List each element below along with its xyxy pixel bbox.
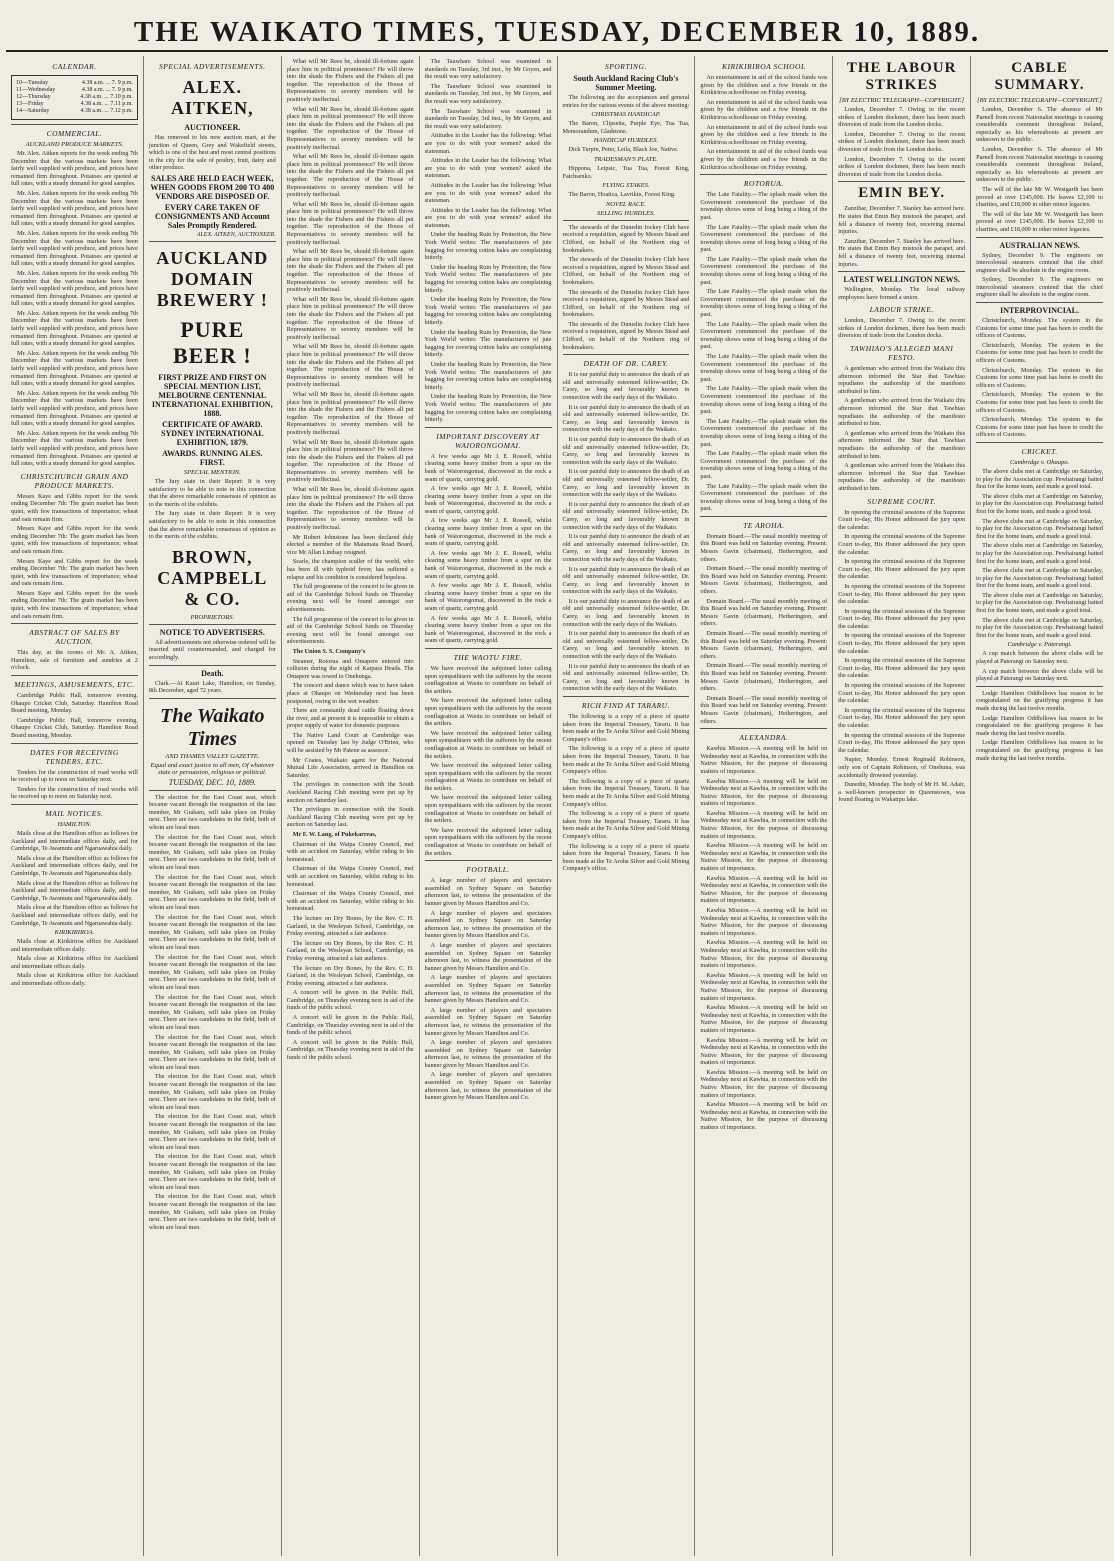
labour-subhead: [BY ELECTRIC TELEGRAPH—COPYRIGHT.] [839,97,965,104]
dunedin-text: The stewards of the Dunedin Jockey Club have received a requisition, signed by Messrs Stead and Clifford, on behalf of the Northern ring of bookmakers. [562,256,690,286]
kirikiriroa-subhead: KIRIKIRIROA. [54,929,95,937]
alexandra-text: Kawhia Mission.—A meeting will be held on Wednesday next at Kawhia, in connection with the Native Mission, for the purpose of discussing matters of importance. [700,1036,828,1067]
labour-text: London, December 7. Owing to the recent strikes of London dockmen, there has been much diversion of trade from the London docks. [838,106,966,129]
supreme-text: In opening the criminal sessions of the Supreme Court to-day, His Honor addressed the jury upon the calendar. [838,657,966,680]
calendar-row: 13—Friday 4.38 a.m. ... 7.11 p.m. [16,101,133,107]
football-text: A large number of players and spectators assembled on Sydney Square on Saturday afternoon last, to witness the presentation of the banner given by Messrs Hamilton and Co. [424,941,552,972]
commercial-text: Mr. Alex. Aitken reports for the week ending 7th December that the various markets have been fairly well supplied with produce, and prices have remained firm throughout. Potatoes are quoted at full rates, with a steady demand for good samples. [11,429,138,468]
emin-heading: EMIN BEY. [858,185,946,202]
cable-heading: CABLE SUMMARY. [994,60,1085,93]
commercial-text: Mr. Alex. Aitken reports for the week ending 7th December that the various markets have been fairly well supplied with produce, and prices have remained firm throughout. Potatoes are quoted at full rates, with a steady demand for good samples. [11,349,138,388]
paterangi-subhead: Cambridge v. Paterangi. [1007,641,1072,649]
aitken-name: ALEX. AITKEN, [171,77,254,118]
te-aroha-text: Domain Board.—The usual monthly meeting of this Board was held on Saturday evening. Present: Messrs Gavin (chairman), Hetherington, and others. [700,565,828,596]
rotorua-text: The Late Fatality.—The splash made when the Government commenced the purchase of the township shows some of long being a thing of the past. [700,191,828,221]
cricket-text: The above clubs met at Cambridge on Saturday, to play for the Association cup. Pewhairangi batted first for the home team, and made a good total. [976,591,1103,615]
christchurch-text: Messrs Kaye and Gibbs report for the week ending December 7th: The grain market has been quiet, with few transactions of importance; wheat and oats remain firm. [11,589,138,620]
supreme-text: In opening the criminal sessions of the Supreme Court to-day, His Honor addressed the jury upon the calendar. [838,582,966,606]
wellington-heading: LATEST WELLINGTON NEWS. [843,275,960,285]
death-carey-text: It is our painful duty to announce the death of an old and universally esteemed fellow-settler, Dr. Carey, so long and favourably known in connection with the early days of the Waikato. [562,597,690,628]
mail-text: Mails close at the Hamilton office as follows for Auckland and intermediate offices daily, and for Cambridge, Te Awamutu and Ngaruawahia daily. [11,829,138,853]
under-branding-text: Under the heading Ruin by Protection, the New York World writes: The manufacturers of jute bagging for covering cotton bales are complaining bitterly. [424,231,552,262]
commercial-text: Mr. Alex. Aitken reports for the week ending 7th December that the various markets have been fairly well supplied with produce, and prices have remained firm throughout. Potatoes are quoted at full rates, with a steady demand for good samples. [11,389,138,428]
football-text: A large number of players and spectators assembled on Sydney Square on Saturday afternoon last, to witness the presentation of the banner given by Messrs Hamilton and Co. [424,974,552,1005]
labour-text: London, December 7. Owing to the recent strikes of London dockmen, there has been much diversion of trade from the London docks. [838,130,966,153]
lang-heading: Mr F. W. Lang, of Pukekarreas, [292,831,377,838]
sporting-intro: The following are the acceptances and general entries for the various events of the above meeting: [562,94,690,109]
waotu-heading: THE WAOTU FIRE. [453,652,523,662]
paterangi-text: A cup match between the above clubs will be played at Paterangi on Saturday next. [976,667,1103,683]
supreme-text: In opening the criminal sessions of the Supreme Court to-day, His Honor addressed the jury upon the calendar. [838,508,966,531]
death-carey-text: It is our painful duty to announce the death of an old and universally esteemed fellow-settler, Dr. Carey, so long and favourably known in connection with the early days of the Waikato. [562,500,690,531]
first-prize: FIRST PRIZE AND FIRST ON SPECIAL MENTION LIST, MELBOURNE CENTENNIAL INTERNATIONAL EXHIBITION, 1888. [151,372,273,418]
kirikiriroa-school-heading: KIRIKIRIROA SCHOOL [721,62,806,71]
paper-subtitle: AND THAMES VALLEY GAZETTE. [165,752,260,760]
notice-heading: NOTICE TO ADVERTISERS. [159,627,265,637]
under-branding-text: Under the heading Ruin by Protection, the New York World writes: The manufacturers of jute bagging for covering cotton bales are complaining bitterly. [424,328,552,359]
kirikiriroa-text: Mails close at Kirikiriroa office for Auckland and intermediate offices daily. [11,972,138,988]
abstract-text: This day, at the rooms of Mr. A. Aitken, Hamilton, sale of furniture and sundries at 2 o'clock. [11,649,138,672]
commercial-subhead: AUCKLAND PRODUCE MARKETS. [25,141,124,148]
column-8 [971,56,1108,1556]
editorial-text: The election for the East Coast seat, which became vacant through the resignation of the late member, Mr Graham, will take place on Friday next. There are two candidates in the field, both of whom are local men. [148,1113,276,1151]
supreme-text: In opening the criminal sessions of the Supreme Court to-day, His Honor addressed the jury upon the calendar. [838,632,966,655]
interprovincial-text: Christchurch, Monday. The system in the Customs for some time past has been to credit the officers of Customs. [976,317,1103,340]
australian-text: Sydney, December 9. The engineers on intercolonial steamers contend that the chief engineer shall be absolute in the engine room. [976,251,1103,274]
alexandra-text: Kawhia Mission.—A meeting will be held on Wednesday next at Kawhia, in connection with the Native Mission, for the purpose of discussing matters of importance. [700,1101,828,1132]
australian-heading: AUSTRALIAN NEWS. [999,240,1080,250]
kirikiriroa-text: Mails close at Kirikiriroa office for Auckland and intermediate offices daily. [11,955,138,970]
union-text: Steamer, Rotorua and Omapere entered into collision during the night of Kaipara Heads. The Omapere was towed to Onehunga. [286,657,414,680]
newspaper-title: THE WAIKATO TIMES, TUESDAY, DECEMBER 10, 1889. [133,16,981,48]
christchurch-text: Messrs Kaye and Gibbs report for the week ending December 7th: The grain market has been quiet, with few transactions of importance; wheat and oats remain firm. [11,525,138,555]
rich-find-heading: RICH FIND AT TARARU. [581,701,670,710]
tawhiao-text: A gentleman who arrived from the Waikato this afternoon informed the Star that Tawhiao repudiates the authorship of the manifesto attributed to him. [838,397,966,428]
race-list: The Baron, Clipsetta, Purple Eye, Tua Tua, Memorandum, Gladstone. [562,120,690,135]
lang-text: Chairman of the Waipa County Council, met with an accident on Saturday, whilst riding to his homestead. [286,840,414,863]
tawhiao-text: A gentleman who arrived from the Waikato this afternoon informed the Star that Tawhiao repudiates the authorship of the manifesto attributed to him. [838,462,966,492]
concert3-text: A concert will be given in the Public Hall, Cambridge, on Thursday evening next in aid of the funds of the public school. [286,1038,414,1062]
commercial-heading: COMMERCIAL. [46,129,103,138]
race-heading: HANDICAP HURDLES. [593,137,659,145]
column-5 [558,56,696,1556]
cricket-text: The above clubs met at Cambridge on Saturday, to play for the Association cup. Pewhairangi batted first for the home team, and made a good total. [976,517,1103,540]
column-4 [420,56,558,1556]
paper-title: The Waikato Times [160,704,265,750]
tawhiao-text: A gentleman who arrived from the Waikato this afternoon informed the Star that Tawhiao repudiates the authorship of the manifesto attributed to him. [838,365,966,395]
interprovincial-text: Christchurch, Monday. The system in the Customs for some time past has been to credit the officers of Customs. [976,366,1103,389]
rotorua-heading: ROTORUA. [743,179,784,189]
brown-subhead: PROPRIETORS. [190,613,235,621]
race-heading: FLYING STAKES. [602,182,650,190]
football-heading: FOOTBALL. [466,865,510,875]
certificate: CERTIFICATE OF AWARD. SYDNEY INTERNATIONAL EXHIBITION, 1879. [161,419,264,447]
death-carey-text: It is our painful duty to announce the death of an old and universally esteemed fellow-settler, Dr. Carey, so long and favourably known in connection with the early days of the Waikato. [562,371,690,402]
waotu-text: We have received the subjoined letter calling upon sympathisers with the sufferers by the recent conflagration at Waotu to contribute on behalf of the settlers. [424,697,552,728]
cricket-text: The above clubs met at Cambridge on Saturday, to play for the Association cup. Pewhairangi batted first for the home team, and made a good total. [976,492,1103,515]
brewery-heading: AUCKLAND DOMAIN BREWERY ! [156,247,269,310]
te-aroha-heading: TE AROHA. [743,520,785,530]
cambridge-text: The privileges in connection with the South Auckland Racing Club meeting were put up by auction on Saturday last. [286,781,414,804]
race-list: The Baron, Hoatica, Lavrikin, Forest King. [568,191,676,199]
mail-text: Mails close at the Hamilton office as follows for Auckland and intermediate offices daily, and for Cambridge, Te Awamutu and Ngaruawahia daily. [11,904,138,927]
meetings-text: Cambridge Public Hall, tomorrow evening. Ohaupo Cricket Club, Saturday. Hamilton Road Board meeting, Monday. [11,692,138,715]
mail-heading: MAIL NOTICES. [45,808,104,818]
dry-bones-text: The lecture on Dry Bones, by the Rev. C. H. Garland, in the Wesleyan School, Cambridge, on Friday evening, attracted a fair audience. [286,964,414,987]
article-text: What will Mr Rees be, should ill-fortune again place him in political prominence? He will throw into the shade the Fishers and the Fishers all put together. The reproduction of the House of Representatives to seventy members will be positively ineffectual. [286,343,414,389]
sales-line: SALES ARE HELD EACH WEEK, WHEN GOODS FROM 200 TO 400 VENDORS ARE DISPOSED OF. [150,173,275,201]
under-branding-text: Under the heading Ruin by Protection, the New York World writes: The manufacturers of jute bagging for covering cotton bales are complaining bitterly. [424,296,552,326]
football-text: A large number of players and spectators assembled on Sydney Square on Saturday afternoon last, to witness the presentation of the banner given by Messrs Hamilton and Co. [424,1071,552,1102]
te-aroha-text: Domain Board.—The usual monthly meeting of this Board was held on Saturday evening. Present: Messrs Gavin (chairman), Hetherington, and others. [700,532,828,563]
death-text: Clark.—At Kauri Lake, Hamilton, on Sunday, 8th December, aged 72 years. [148,679,276,695]
paper-date: TUESDAY, DEC. 10, 1889. [168,777,256,787]
mail-subhead: HAMILTON. [57,820,92,828]
article-text: What will Mr Rees be, should ill-fortune again place him in political prominence? He will throw into the shade the Fishers and the Fishers all put together. The reproduction of the House of Representatives to seventy members will be positively ineffectual. [286,438,414,484]
lodge-text: Lodge Hamilton Oddfellows has reason to be congratulated on the gratifying progress it has made during the last twelve months. [976,714,1103,737]
labour-text: London, December 7. Owing to the recent strikes of London dockmen, there has been much diversion of trade from the London docks. [838,155,966,178]
cambridge-text: The privileges in connection with the South Auckland Racing Club meeting were put up by auction on Saturday last. [286,806,414,829]
alexandra-text: Kawhia Mission.—A meeting will be held on Wednesday next at Kawhia, in connection with the Native Mission, for the purpose of discussing matters of importance. [700,1068,828,1099]
alexandra-text: Kawhia Mission.—A meeting will be held on Wednesday next at Kawhia, in connection with the Native Mission, for the purpose of discussing matters of importance. [700,809,828,840]
death-carey-text: It is our painful duty to announce the death of an old and universally esteemed fellow-settler, Dr. Carey, so long and favourably known in connection with the early days of the Waikato. [562,468,690,499]
special-mention: SPECIAL MENTION. [183,468,241,476]
native-court-text: The Native Land Court at Cambridge was opened on Tuesday last by Judge O'Brien, who will be assisted by Mr Patene as assessor. [286,731,414,755]
article-text: What will Mr Rees be, should ill-fortune again place him in political prominence? He will throw into the shade the Fishers and the Fishers all put together. The reproduction of the House of Representatives to seventy members will be positively ineffectual. [286,200,414,246]
rich-find-text: The following is a copy of a piece of quartz taken from the Imperial Treasury, Tararu. It has been made at the Te Aroha Silver and Gold Mining Company's office. [562,842,690,873]
tenders-text: Tenders for the construction of road works will be received up to noon on Saturday next. [11,785,138,801]
concert2-text: The concert and dance which was to have taken place at Ohaupo on Wednesday next has been postponed, owing to the wet weather. [286,682,414,705]
waotu-text: We have received the subjoined letter calling upon sympathisers with the sufferers by the recent conflagration at Waotu to contribute on behalf of the settlers. [424,664,552,695]
death-carey-text: It is our painful duty to announce the death of an old and universally esteemed fellow-settler, Dr. Carey, so long and favourably known in connection with the early days of the Waikato. [562,533,690,563]
labour-heading: THE LABOUR STRIKES [846,60,957,93]
dry-bones-text: The lecture on Dry Bones, by the Rev. C. H. Garland, in the Wesleyan School, Cambridge, on Friday evening, attracted a fair audience. [286,939,414,962]
alexandra-heading: ALEXANDRA. [739,733,789,743]
editorial-text: The election for the East Coast seat, which became vacant through the resignation of the late member, Mr Graham, will take place on Friday next. There are two candidates in the field, both of whom are local men. [148,993,276,1031]
death-carey-text: It is our painful duty to announce the death of an old and universally esteemed fellow-settler, Dr. Carey, so long and favourably known in connection with the early days of the Waikato. [562,630,690,661]
rich-find-text: The following is a copy of a piece of quartz taken from the Imperial Treasury, Tararu. It has been made at the Te Aroha Silver and Gold Mining Company's office. [562,777,690,808]
race-heading: SELLING HURDLES. [597,209,655,217]
kirikiriroa-school-text: An entertainment in aid of the school funds was given by the children and a few friends in the Kirikiriroa schoolhouse on Friday evening. [700,123,828,146]
alexandra-text: Kawhia Mission.—A meeting will be held on Wednesday next at Kawhia, in connection with the Native Mission, for the purpose of discussing matters of importance. [700,745,828,775]
columns [6,56,1108,1556]
death-carey-text: It is our painful duty to announce the death of an old and universally esteemed fellow-settler, Dr. Carey, so long and favourably known in connection with the early days of the Waikato. [562,436,690,466]
calendar-box [11,75,138,120]
article-text: What will Mr Rees be, should ill-fortune again place him in political prominence? He will throw into the shade the Fishers and the Fishers all put together. The reproduction of the House of Representatives to seventy members will be positively ineffectual. [286,248,414,294]
death-carey-text: It is our painful duty to announce the death of an old and universally esteemed fellow-settler, Dr. Carey, so long and favourably known in connection with the early days of the Waikato. [562,662,690,693]
australian-text: Sydney, December 9. The engineers on intercolonial steamers contend that the chief engineer shall be absolute in the engine room. [976,276,1103,299]
cricket-text: The above clubs met at Cambridge on Saturday, to play for the Association cup. Pewhairangi batted first for the home team, and made a good total. [976,567,1103,590]
jury-text: The Jury state in their Report: It is very satisfactory to be able to note in this connection that the above remarkable consensus of opinion as to the merits of the exhibits. [148,510,276,541]
supreme-text: In opening the criminal sessions of the Supreme Court to-day, His Honor addressed the jury upon the calendar. [838,706,966,729]
te-aroha-text: Domain Board.—The usual monthly meeting of this Board was held on Saturday evening. Present: Messrs Gavin (chairman), Hetherington, and others. [700,662,828,693]
editorial-text: The election for the East Coast seat, which became vacant through the resignation of the late member, Mr Graham, will take place on Friday next. There are two candidates in the field, both of whom are local men. [148,953,276,991]
concert-text: The full programme of the concert to be given in aid of the Cambridge School funds on Thursday evening next will be found amongst our advertisements. [286,583,414,613]
waotu-text: We have received the subjoined letter calling upon sympathisers with the sufferers by the recent conflagration at Waotu to contribute on behalf of the settlers. [424,729,552,760]
meetings-text: Cambridge Public Hall, tomorrow evening. Ohaupo Cricket Club, Saturday. Hamilton Road Board meeting, Monday. [11,716,138,739]
editorial-text: The election for the East Coast seat, which became vacant through the resignation of the late member, Mr Graham, will take place on Friday next. There are two candidates in the field, both of whom are local men. [148,833,276,872]
race-heading: NOVEL RACE. [605,200,646,208]
interprovincial-heading: INTERPROVINCIAL. [1000,306,1080,316]
commercial-text: Mr. Alex. Aitken reports for the week ending 7th December that the various markets have been fairly well supplied with produce, and prices have remained firm throughout. Potatoes are quoted at full rates, with a steady demand for good samples. [11,189,138,228]
christchurch-text: Messrs Kaye and Gibbs report for the week ending December 7th: The grain market has been quiet, with few transactions of importance; wheat and oats remain firm. [11,492,138,523]
brown-heading: BROWN, CAMPBELL & CO. [157,546,268,609]
column-1 [6,56,144,1556]
attitudes-text: Attitudes in the Leader has the following: What are you to do with your women? asked the statesman. [424,206,552,229]
rotorua-text: The Late Fatality.—The splash made when the Government commenced the purchase of the township shows some of long being a thing of the past. [700,353,828,383]
tenders-heading: DATES FOR RECEIVING TENDERS, ETC. [30,747,119,766]
article-text: What will Mr Rees be, should ill-fortune again place him in political prominence? He will throw into the shade the Fishers and the Fishers all put together. The reproduction of the House of Representatives to seventy members will be positively ineffectual. [286,153,414,199]
calendar-row: 14—Saturday 4.38 a.m. ... 7.12 p.m. [16,108,133,114]
supreme-text: In opening the criminal sessions of the Supreme Court to-day, His Honor addressed the jury upon the calendar. [838,533,966,556]
paterangi-text: A cup match between the above clubs will be played at Paterangi on Saturday next. [976,650,1103,666]
claims-text: There are constantly dead cattle floating down the river, and at present it is impossible to obtain a proper supply of water for domestic purposes. [286,707,414,730]
under-branding-text: Under the heading Ruin by Protection, the New York World writes: The manufacturers of jute bagging for covering cotton bales are complaining bitterly. [424,263,552,294]
lang-text: Chairman of the Waipa County Council, met with an accident on Saturday, whilst riding to his homestead. [286,865,414,888]
football-text: A large number of players and spectators assembled on Sydney Square on Saturday afternoon last, to witness the presentation of the banner given by Messrs Hamilton and Co. [424,1006,552,1037]
death-carey-text: It is our painful duty to announce the death of an old and universally esteemed fellow-settler, Dr. Carey, so long and favourably known in connection with the early days of the Waikato. [562,403,690,434]
will-text: The will of the late Mr W. Westgarth has been proved at over £145,000. He leaves £2,100 to charities, and £18,000 in other minor legacies. [976,185,1103,209]
napier-text: Napier, Monday. Ernest Reginald Robinson, only son of Captain Robinson, of Onehuna, was accidentally drowned yesterday. [838,756,966,779]
interprovincial-text: Christchurch, Monday. The system in the Customs for some time past has been to credit the officers of Customs. [976,341,1103,365]
rotorua-text: The Late Fatality.—The splash made when the Government commenced the purchase of the township shows some of long being a thing of the past. [700,288,828,319]
race-heading: CHRISTMAS HANDICAP. [591,111,661,119]
cable-text: London, December 6. The absence of Mr Parnell from recent Nationalist meetings is causing considerable comment throughout Ireland, especially as his whereabouts at present are unknown to the public. [976,106,1103,144]
death-heading: Death. [201,668,224,678]
te-aroha-text: Domain Board.—The usual monthly meeting of this Board was held on Saturday evening. Present: Messrs Gavin (chairman), Hetherington, and others. [700,630,828,660]
cricket-heading: CRICKET. [1021,446,1058,456]
wellington-text: Wellington, Monday. The local railway employees have formed a union. [838,286,966,301]
editorial-text: The election for the East Coast seat, which became vacant through the resignation of the late member, Mr Graham, will take place on Friday next. There are two candidates in the field, both of whom are local men. [148,1073,276,1111]
concert3-text: A concert will be given in the Public Hall, Cambridge, on Thursday evening next in aid of the funds of the public school. [286,1014,414,1037]
football-text: A large number of players and spectators assembled on Sydney Square on Saturday afternoon last, to witness the presentation of the banner given by Messrs Hamilton and Co. [424,909,552,940]
christchurch-text: Messrs Kaye and Gibbs report for the week ending December 7th: The grain market has been quiet, with few transactions of importance; wheat and oats remain firm. [11,557,138,588]
alexandra-text: Kawhia Mission.—A meeting will be held on Wednesday next at Kawhia, in connection with the Native Mission, for the purpose of discussing matters of importance. [700,971,828,1002]
important-text: A few weeks ago Mr J. E. Rossell, whilst clearing some heavy timber from a spur on the bank of Waiorongomai, discovered in the rock a seam of quartz, carrying gold. [424,582,552,612]
editorial-text: The election for the East Coast seat, which became vacant through the resignation of the late member, Mr Graham, will take place on Friday next. There are two candidates in the field, both of whom are local men. [148,1193,276,1231]
article-text: What will Mr Rees be, should ill-fortune again place him in political prominence? He will throw into the shade the Fishers and the Fishers all put together. The reproduction of the House of Representatives to seventy members will be positively ineffectual. [286,105,414,151]
abstract-heading: ABSTRACT OF SALES BY AUCTION. [29,628,120,647]
mail-text: Mails close at the Hamilton office as follows for Auckland and intermediate offices daily, and for Cambridge, Te Awamutu and Ngaruawahia daily. [11,879,138,902]
calendar-heading: CALENDAR. [52,62,97,71]
cricket-subhead: Cambridge v. Ohaupo. [1010,458,1070,466]
attitudes-text: Attitudes in the Leader has the following: What are you to do with your women? asked the statesman. [424,157,552,180]
rich-find-text: The following is a copy of a piece of quartz taken from the Imperial Treasury, Tararu. It has been made at the Te Aroha Silver and Gold Mining Company's office. [562,810,690,840]
emin-text: Zanzibar, December 7. Stanley has arrived here. He states that Emin Bey mistook the parapet, and fell a distance of twenty feet, receiving internal injuries. [838,237,966,268]
tauwhare-text: The Tauwhare School was examined in standards on Tuesday, 3rd inst., by Mr Goyen, and the result was very satisfactory. [424,82,552,105]
sporting-heading: SPORTING. [605,62,647,71]
waotu-text: We have received the subjoined letter calling upon sympathisers with the sufferers by the recent conflagration at Waotu to contribute on behalf of the settlers. [424,826,552,857]
emin-text: Zanzibar, December 7. Stanley has arrived here. He states that Emin Bey mistook the parapet, and fell a distance of twenty feet, receiving internal injuries. [838,205,966,236]
editorial-text: The election for the East Coast seat, which became vacant through the resignation of the late member, Mr Graham, will take place on Friday next. There are two candidates in the field, both of whom are local men. [148,1033,276,1071]
important-text: A few weeks ago Mr J. E. Rossell, whilst clearing some heavy timber from a spur on the bank of Waiorongomai, discovered in the rock a seam of quartz, carrying gold. [424,614,552,645]
union-heading: The Union S. S. Company's [292,647,366,655]
alexandra-text: Kawhia Mission.—A meeting will be held on Wednesday next at Kawhia, in connection with the Native Mission, for the purpose of discussing matters of importance. [700,1004,828,1034]
aitken-title: AUCTIONEER. [184,123,241,132]
oarsmen-text: Searle, the champion sculler of the world, who has been ill with typhoid fever, has suffered a relapse and his condition is considered hopeless. [286,558,414,581]
dunedin-text: The stewards of the Dunedin Jockey Club have received a requisition, signed by Messrs Stead and Clifford, on behalf of the Northern ring of bookmakers. [562,288,690,319]
important-text: A few weeks ago Mr J. E. Rossell, whilst clearing some heavy timber from a spur on the bank of Waiorongomai, discovered in the rock a seam of quartz, carrying gold. [424,485,552,515]
labour2-heading: LABOUR STRIKE. [869,305,934,315]
calendar-row: 10—Tuesday 4.38 a.m. ... 7. 9 p.m. [16,80,133,86]
race-list: Hippona, Leipsic, Tua Tua, Forest King, Fatchsenko. [562,164,690,180]
alexandra-text: Kawhia Mission.—A meeting will be held on Wednesday next at Kawhia, in connection with the Native Mission, for the purpose of discussing matters of importance. [700,907,828,937]
article-text: What will Mr Rees be, should ill-fortune again place him in political prominence? He will throw into the shade the Fishers and the Fishers all put together. The reproduction of the House of Representatives to seventy members will be positively ineffectual. [286,390,414,436]
mail-text: Mails close at the Hamilton office as follows for Auckland and intermediate offices daily, and for Cambridge, Te Awamutu and Ngaruawahia daily. [11,854,138,877]
supreme-heading: SUPREME COURT. [867,496,936,506]
rotorua-text: The Late Fatality.—The splash made when the Government commenced the purchase of the township shows some of long being a thing of the past. [700,255,828,286]
johnstone-text: Mr Robert Johnstone has been declared duly elected a member of the Matamata Road Board, vice Mr Allan Lindsay resigned. [286,533,414,556]
column-7 [833,56,971,1556]
rotorua-text: The Late Fatality.—The splash made when the Government commenced the purchase of the township shows some of long being a thing of the past. [700,417,828,448]
dry-bones-text: The lecture on Dry Bones, by the Rev. C. H. Garland, in the Wesleyan School, Cambridge, on Friday evening, attracted a fair audience. [286,914,414,938]
special-heading: SPECIAL ADVERTISEMENTS. [158,62,266,71]
meetings-heading: MEETINGS, AMUSEMENTS, ETC. [14,680,135,690]
sporting-subhead: South Auckland Racing Club's Summer Meeting. [573,74,679,92]
death-carey-heading: DEATH OF DR. CAREY. [583,359,669,369]
concert3-text: A concert will be given in the Public Hall, Cambridge, on Thursday evening next in aid of the funds of the public school. [286,989,414,1012]
important-text: A few weeks ago Mr J. E. Rossell, whilst clearing some heavy timber from a spur on the bank of Waiorongomai, discovered in the rock a seam of quartz, carrying gold. [424,452,552,483]
rotorua-text: The Late Fatality.—The splash made when the Government commenced the purchase of the township shows some of long being a thing of the past. [700,320,828,351]
jury-text: The Jury state in their Report: It is very satisfactory to be able to note in this connection that the above remarkable consensus of opinion as to the merits of the exhibits. [148,477,276,508]
tauwhare-text: The Tauwhare School was examined in standards on Tuesday, 3rd inst., by Mr Goyen, and the result was very satisfactory. [424,107,552,130]
alexandra-text: Kawhia Mission.—A meeting will be held on Wednesday next at Kawhia, in connection with the Native Mission, for the purpose of discussing matters of importance. [700,842,828,873]
rotorua-text: The Late Fatality.—The splash made when the Government commenced the purchase of the township shows some of long being a thing of the past. [700,450,828,480]
awards: AWARDS. RUNNING ALES. FIRST. [162,448,263,467]
consign-line: EVERY CARE TAKEN OF CONSIGNMENTS AND Account Sales Promptly Rendered. [154,202,270,230]
interprovincial-text: Christchurch, Monday. The system in the Customs for some time past has been to credit the officers of Customs. [976,416,1103,439]
important-heading: IMPORTANT DISCOVERY AT WAIORONGOMAI. [436,431,540,450]
supreme-text: In opening the criminal sessions of the Supreme Court to-day, His Honor addressed the jury upon the calendar. [838,558,966,581]
football-text: A large number of players and spectators assembled on Sydney Square on Saturday afternoon last, to witness the presentation of the banner given by Messrs Hamilton and Co. [424,877,552,907]
attitudes-text: Attitudes in the Leader has the following: What are you to do with your women? asked the statesman. [424,132,552,155]
column-2 [144,56,282,1556]
lodge-text: Lodge Hamilton Oddfellows has reason to be congratulated on the gratifying progress it has made during the last twelve months. [976,739,1103,762]
alexandra-text: Kawhia Mission.—A meeting will be held on Wednesday next at Kawhia, in connection with the Native Mission, for the purpose of discussing matters of importance. [700,777,828,808]
football-text: A large number of players and spectators assembled on Sydney Square on Saturday afternoon last, to witness the presentation of the banner given by Messrs Hamilton and Co. [424,1039,552,1069]
commercial-text: Mr. Alex. Aitken reports for the week ending 7th December that the various markets have been fairly well supplied with produce, and prices have remained firm throughout. Potatoes are quoted at full rates, with a steady demand for good samples. [11,309,138,348]
race-list: Dick Turpin, Peter, Leila, Black Joe, Native. [568,146,679,154]
dunedin-text: The stewards of the Dunedin Jockey Club have received a requisition, signed by Messrs Stead and Clifford, on behalf of the Northern ring of bookmakers. [562,223,690,254]
commercial-text: Mr. Alex. Aitken reports for the week ending 7th December that the various markets have been fairly well supplied with produce, and prices have remained firm throughout. Potatoes are quoted at full rates, with a steady demand for good samples. [11,229,138,268]
commercial-text: Mr. Alex. Aitken reports for the week ending 7th December that the various markets have been fairly well supplied with produce, and prices have remained firm throughout. Potatoes are quoted at full rates, with a steady demand for good samples. [11,269,138,308]
article-text: What will Mr Rees be, should ill-fortune again place him in political prominence? He will throw into the shade the Fishers and the Fishers all put together. The reproduction of the House of Representatives to seventy members will be positively ineffectual. [286,295,414,341]
alexandra-text: Kawhia Mission.—A meeting will be held on Wednesday next at Kawhia, in connection with the Native Mission, for the purpose of discussing matters of importance. [700,939,828,970]
under-branding-text: Under the heading Ruin by Protection, the New York World writes: The manufacturers of jute bagging for covering cotton bales are complaining bitterly. [424,393,552,424]
labour-text: London, December 7. Owing to the recent strikes of London dockmen, there has been much diversion of trade from the London docks. [838,317,966,340]
article-text: What will Mr Rees be, should ill-fortune again place him in political prominence? He will throw into the shade the Fishers and the Fishers all put together. The reproduction of the House of Representatives to seventy members will be positively ineffectual. [286,58,414,103]
cable-text: London, December 6. The absence of Mr Parnell from recent Nationalist meetings is causing considerable comment throughout Ireland, especially as his whereabouts at present are unknown to the public. [976,145,1103,184]
waotu-text: We have received the subjoined letter calling upon sympathisers with the sufferers by the recent conflagration at Waotu to contribute on behalf of the settlers. [424,762,552,792]
editorial-text: The election for the East Coast seat, which became vacant through the resignation of the late member, Mr Graham, will take place on Friday next. There are two candidates in the field, both of whom are local men. [148,793,276,832]
editorial-text: The election for the East Coast seat, which became vacant through the resignation of the late member, Mr Graham, will take place on Friday next. There are two candidates in the field, both of whom are local men. [148,873,276,911]
commercial-text: Mr. Alex. Aitken reports for the week ending 7th December that the various markets have been fairly well supplied with produce, and prices have remained firm throughout. Potatoes are quoted at full rates, with a steady demand for good samples. [11,150,138,188]
editorial-text: The election for the East Coast seat, which became vacant through the resignation of the late member, Mr Graham, will take place on Friday next. There are two candidates in the field, both of whom are local men. [148,913,276,951]
aitken-text: Has removed to his new auction mart, at the junction of Queen, Grey and Wakefield streets, which is one of the best and most central positions in the city for the sale of poultry, fruit, dairy and other produce. [148,134,276,172]
pure-beer: PURE BEER ! [172,316,252,368]
calendar-row: 11—Wednesday 4.38 a.m. ... 7. 9 p.m. [16,87,133,93]
cricket-text: The above clubs met at Cambridge on Saturday, to play for the Association cup. Pewhairangi batted first for the home team, and made a good total. [976,542,1103,565]
cricket-text: The above clubs met at Cambridge on Saturday, to play for the Association cup. Pewhairangi batted first for the home team, and made a good total. [976,467,1103,491]
article-text: What will Mr Rees be, should ill-fortune again place him in political prominence? He will throw into the shade the Fishers and the Fishers all put together. The reproduction of the House of Representatives to seventy members will be positively ineffectual. [286,486,414,532]
attitudes-text: Attitudes in the Leader has the following: What are you to do with your women? asked the statesman. [424,181,552,205]
aitken-sign: ALEX. AITKEN, AUCTIONEER. [196,231,276,238]
kirikiriroa-school-text: An entertainment in aid of the school funds was given by the children and a few friends in the Kirikiriroa schoolhouse on Friday evening. [700,74,828,97]
tenders-text: Tenders for the construction of road works will be received up to noon on Saturday next. [11,768,138,784]
kirikiriroa-text: Mails close at Kirikiriroa office for Auckland and intermediate offices daily. [11,938,138,953]
will-text: The will of the late Mr W. Westgarth has been proved at over £145,000. He leaves £2,100 to charities, and £18,000 in other minor legacies. [976,210,1103,233]
important-text: A few weeks ago Mr J. E. Rossell, whilst clearing some heavy timber from a spur on the bank of Waiorongomai, discovered in the rock a seam of quartz, carrying gold. [424,549,552,580]
coates-text: Mr Coates, Waikato agent for the National Mutual Life Association, arrived in Hamilton on Saturday. [286,756,414,779]
tawhiao-text: A gentleman who arrived from the Waikato this afternoon informed the Star that Tawhiao repudiates the authorship of the manifesto attributed to him. [838,429,966,460]
editorial-text: The election for the East Coast seat, which became vacant through the resignation of the late member, Mr Graham, will take place on Friday next. There are two candidates in the field, both of whom are local men. [148,1153,276,1191]
te-aroha-text: Domain Board.—The usual monthly meeting of this Board was held on Saturday evening. Present: Messrs Gavin (chairman), Hetherington, and others. [700,597,828,628]
rich-find-text: The following is a copy of a piece of quartz taken from the Imperial Treasury, Tararu. It has been made at the Te Aroha Silver and Gold Mining Company's office. [562,745,690,776]
dunedin-text: Dunedin, Monday. The body of Mr H. M. Adair, a well-known prospector in Queenstown, was found floating in Wakatipu lake. [838,781,966,804]
death-carey-text: It is our painful duty to announce the death of an old and universally esteemed fellow-settler, Dr. Carey, so long and favourably known in connection with the early days of the Waikato. [562,565,690,596]
christchurch-heading: CHRISTCHURCH GRAIN AND PRODUCE MARKETS. [20,471,129,490]
column-6 [695,56,833,1556]
lang-text: Chairman of the Waipa County Council, met with an accident on Saturday, whilst riding to his homestead. [286,890,414,913]
column-3 [282,56,420,1556]
calendar-row: 12—Thursday 4.38 a.m. ... 7.10 p.m. [16,94,133,100]
supreme-text: In opening the criminal sessions of the Supreme Court to-day, His Honor addressed the jury upon the calendar. [838,607,966,630]
masthead [6,8,1108,52]
interprovincial-text: Christchurch, Monday. The system in the Customs for some time past has been to credit the officers of Customs. [976,391,1103,414]
cable-subhead: [BY ELECTRIC TELEGRAPH—COPYRIGHT.] [977,97,1103,104]
alexandra-text: Kawhia Mission.—A meeting will be held on Wednesday next at Kawhia, in connection with the Native Mission, for the purpose of discussing matters of importance. [700,874,828,905]
tauwhare-text: The Tauwhare School was examined in standards on Tuesday, 3rd inst., by Mr Goyen, and the result was very satisfactory. [424,58,552,81]
tawhiao-heading: TAWHIAO'S ALLEGED MANI FESTO. [850,344,954,363]
rich-find-text: The following is a copy of a piece of quartz taken from the Imperial Treasury, Tararu. It has been made at the Te Aroha Silver and Gold Mining Company's office. [562,713,690,743]
te-aroha-text: Domain Board.—The usual monthly meeting of this Board was held on Saturday evening. Present: Messrs Gavin (chairman), Hetherington, and others. [700,694,828,725]
rotorua-text: The Late Fatality.—The splash made when the Government commenced the purchase of the township shows some of long being a thing of the past. [700,482,828,513]
cricket-text: The above clubs met at Cambridge on Saturday, to play for the Association cup. Pewhairangi batted first for the home team, and made a good total. [976,616,1103,639]
supreme-text: In opening the criminal sessions of the Supreme Court to-day, His Honor addressed the jury upon the calendar. [838,731,966,754]
rotorua-text: The Late Fatality.—The splash made when the Government commenced the purchase of the township shows some of long being a thing of the past. [700,223,828,254]
supreme-text: In opening the criminal sessions of the Supreme Court to-day, His Honor addressed the jury upon the calendar. [838,682,966,705]
dunedin-text: The stewards of the Dunedin Jockey Club have received a requisition, signed by Messrs Stead and Clifford, on behalf of the Northern ring of bookmakers. [562,320,690,351]
kirikiriroa-school-text: An entertainment in aid of the school funds was given by the children and a few friends in the Kirikiriroa schoolhouse on Friday evening. [700,148,828,171]
waotu-text: We have received the subjoined letter calling upon sympathisers with the sufferers by the recent conflagration at Waotu to contribute on behalf of the settlers. [424,794,552,825]
kirikiriroa-school-text: An entertainment in aid of the school funds was given by the children and a few friends in the Kirikiriroa schoolhouse on Friday evening. [700,98,828,121]
important-text: A few weeks ago Mr J. E. Rossell, whilst clearing some heavy timber from a spur on the bank of Waiorongomai, discovered in the rock a seam of quartz, carrying gold. [424,517,552,548]
notice-text: All advertisements not otherwise ordered will be inserted until countermanded, and charged for accordingly. [148,638,276,661]
rotorua-text: The Late Fatality.—The splash made when the Government commenced the purchase of the township shows some of long being a thing of the past. [700,385,828,416]
under-branding-text: Under the heading Ruin by Protection, the New York World writes: The manufacturers of jute bagging for covering cotton bales are complaining bitterly. [424,360,552,391]
paper-motto: Equal and exact justice to all men, Of whatever state or persuasion, religious or political. [150,761,275,776]
lodge-text: Lodge Hamilton Oddfellows has reason to be congratulated on the gratifying progress it has made during the last twelve months. [976,689,1103,712]
race-heading: TRADESMAN'S PLATE. [593,155,658,163]
concert-text: The full programme of the concert to be given in aid of the Cambridge School funds on Thursday evening next will be found amongst our advertisements. [286,615,414,646]
